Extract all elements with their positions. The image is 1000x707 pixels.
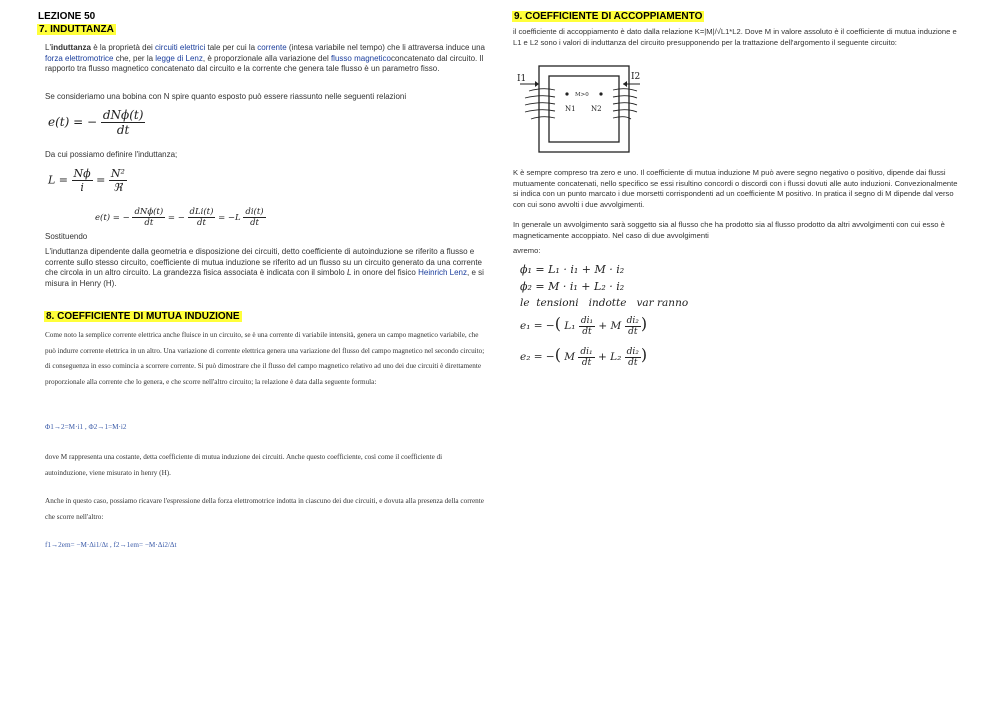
inductance-definition: L'induttanza è la proprietà dei circuiti elettrici tale per cui la corrente (intesa variabile nel tempo) che li attraversa induce una forza elettromotrice che, per la legge di Lenz, è proporzionale alla variazione del flusso magneticoconcatenato dal circuito. Il rapporto tra flusso magnetico concatenato dal circuito e la corrente che genera tale flusso è un parametro fisso.: [45, 43, 485, 73]
mutual-induction-text: Come noto la semplice corrente elettrica anche fluisce in un circuito, se è una corrente di variabile intensità, genera un campo magnetico variabile, che può indurre corrente elettrica in un altro. Una variazione di corrente elettrica genera una variazione del flusso del campo magnetico nel secondo circuito; di conseguenza in esso comincia a scorrere corrente. Si può dimostrare che il flusso del campo magnetico relativo ad uno dei due circuiti è direttamente proporzionale alla corrente che lo genera, e che scorre nell'altro circuito; la relazione è data dalla seguente formula:: [45, 331, 485, 386]
coupled-coils-diagram: [515, 62, 645, 158]
induced-voltages-label: le tensioni indotte var ranno: [520, 297, 689, 309]
label-n2: N2: [591, 105, 602, 113]
label-i2: I2: [631, 72, 641, 82]
mutual-coefficient-text: dove M rappresenta una costante, detta coefficiente di mutua induzione dei circuiti. Anche questo coefficiente, così come il coefficiente di autoinduzione, viene misurato in henry (H).: [45, 453, 443, 477]
link-legge-di-lenz[interactable]: legge di Lenz: [155, 53, 203, 63]
polarity-dot-right-icon: [599, 92, 602, 95]
label-i1: I1: [517, 74, 527, 84]
link-corrente[interactable]: corrente: [257, 43, 287, 52]
formula-induced-emf: f1→2em= −M·Δi1/Δt , f2→1em= −M·Δi2/Δt: [45, 541, 177, 549]
coupling-definition: il coefficiente di accoppiamento è dato dalla relazione K=|M|/√L1*L2. Dove M in valore assoluto è il coefficiente di mutua induzione e L1 e L2 sono i valori di induttanza del circuito presupponendo per la trattazione dell'argomento il seguente circuito:: [513, 27, 957, 47]
equation-e1: e₁ = −( L₁ $\frac{\text{di₁}}{dt}$ + M $\frac{\text{di₂}}{dt}$ ): [520, 314, 648, 337]
current-arrow-right-icon: [623, 81, 627, 87]
link-flusso-magnetico[interactable]: flusso magnetico: [330, 53, 391, 63]
coil-intro: Se consideriamo una bobina con N spire quanto esposto può essere riassunto nelle seguenti relazioni: [45, 92, 407, 101]
formula-mutual-flux: Φ1→2=M·i1 , Φ2→1=M·i2: [45, 423, 127, 431]
lesson-title: LEZIONE 50: [38, 11, 96, 22]
formula-emf: e(t) = − $\frac{\text{dNϕ(t)}}{dt}$: [48, 108, 144, 137]
label-n1: N1: [565, 105, 576, 113]
link-forza-elettromotrice[interactable]: forza elettromotrice: [45, 53, 114, 63]
substituting-label: Sostituendo: [45, 232, 88, 241]
right-winding: [613, 84, 640, 119]
link-heinrich-lenz[interactable]: Heinrich Lenz: [418, 268, 468, 277]
define-inductance-text: Da cui possiamo definire l'induttanza;: [45, 150, 178, 159]
windings-flux-text: In generale un avvolgimento sarà soggetto sia al flusso che ha prodotto sia al flusso prodotto da altri avvolgimenti con cui esso è magneticamente accoppiato. Nel caso di due avvolgimenti: [513, 220, 945, 240]
induced-emf-text: Anche in questo caso, possiamo ricavare l'espressione della forza elettromotrice indotta in ciascuno dei due circuiti, e dovuta alla presenza della corrente che scorre nell'altro:: [45, 497, 484, 521]
label-m: M>0: [575, 92, 589, 98]
equation-e2: e₂ = −( M $\frac{\text{di₁}}{dt}$ + L₂ $\frac{\text{di₂}}{dt}$ ): [520, 345, 648, 368]
inductance-geometry-text: L'induttanza dipendente dalla geometria e disposizione dei circuiti, detto coefficiente di autoinduzione se riferito a flusso e corrente sullo stesso circuito, coefficiente di mutua induzione se riferito ad un flusso su un circuito generato da una corrente che circola in un altro circuito. La grandezza fisica associata è indicata con il simbolo L in onore del fisico Heinrich Lenz, e si misura in Henry (H).: [45, 247, 484, 288]
formula-substitution: e(t) = − $\frac{\text{dNϕ(t)}}{dt}$ = − $\frac{\text{dLi(t)}}{dt}$ = −L $\frac{di(t)}{dt}$: [95, 207, 264, 228]
coupling-sign-text: K è sempre compreso tra zero e uno. Il coefficiente di mutua induzione M può avere segno negativo o positivo, dipende dai flussi mutuamente concatenati, nello specifico se essi risultino concordi o discordi con i flussi dovuti alle auto induzioni. Convezionalmente si indica con un punto marcato i due morsetti corrispondenti ad un coefficiente M positivo. In pratica il segno di M dipende dal verso con cui sono avvolti i due avvolgimenti.: [513, 168, 958, 209]
section-8-heading: 8. COEFFICIENTE DI MUTUA INDUZIONE: [46, 311, 240, 322]
polarity-dot-left-icon: [565, 92, 568, 95]
avremo-label: avremo:: [513, 246, 541, 255]
equation-phi2: ϕ₂ = M · i₁ + L₂ · i₂: [520, 280, 625, 293]
link-circuiti-elettrici[interactable]: circuiti elettrici: [155, 43, 206, 52]
equation-phi1: ϕ₁ = L₁ · i₁ + M · i₂: [520, 263, 625, 276]
section-7-heading: 7. INDUTTANZA: [39, 24, 114, 35]
formula-inductance: L = $\frac{N\phi}{i}$ = $\frac{\text{N²}}{\text{ℜ}}$: [48, 167, 125, 194]
left-winding: [520, 84, 555, 119]
section-9-heading: 9. COEFFICIENTE DI ACCOPPIAMENTO: [514, 11, 703, 22]
